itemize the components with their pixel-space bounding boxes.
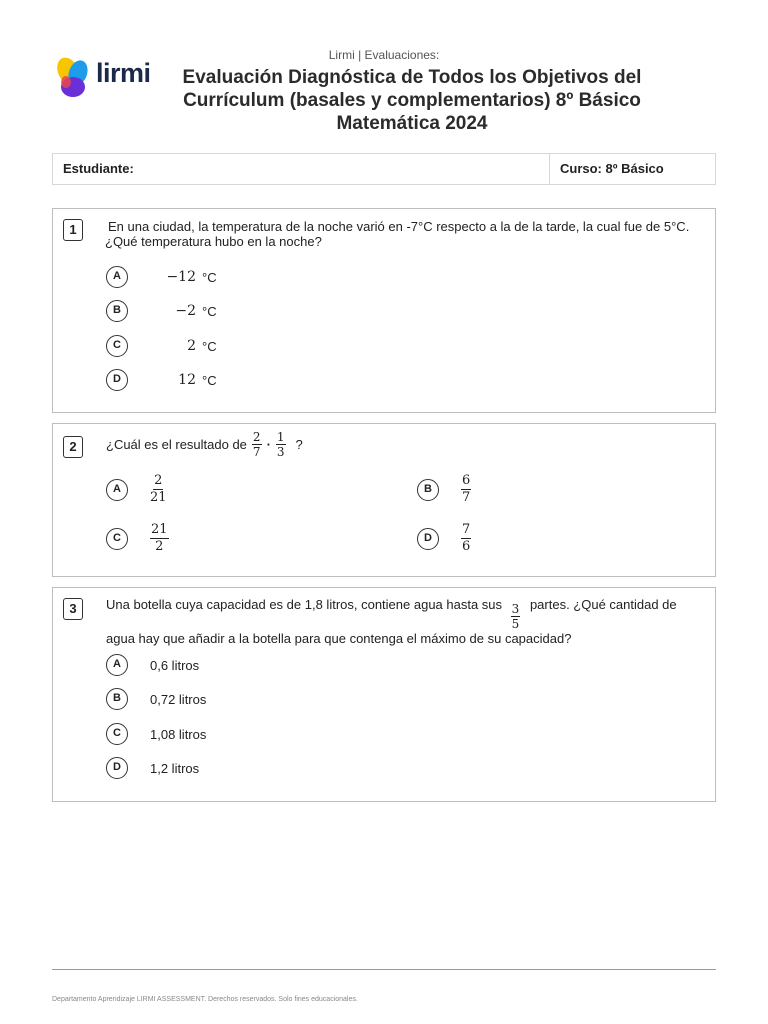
footer-text: Departamento Aprendizaje LIRMI ASSESSMENT. Derechos reservados. Solo fines educacionales. [52,996,358,1003]
question-3 [52,587,716,802]
option-letter: D [106,757,128,779]
option-b[interactable] [417,474,473,505]
option-letter: C [106,723,128,745]
fraction [511,603,521,630]
option-unit: °C [202,372,217,388]
option-unit: °C [202,269,217,285]
title-line: Evaluación Diagnóstica de Todos los Objetivos del [182,67,642,88]
option-text: 1,2 litros [150,760,200,776]
option-a[interactable] [106,474,169,505]
student-info-row [52,153,716,185]
option-text: 0,72 litros [150,691,207,707]
fraction-numerator: 2 [252,430,261,444]
option-c[interactable] [106,723,206,745]
option-a[interactable] [106,654,199,676]
option-a[interactable] [106,266,217,288]
title-line: Matemática 2024 [336,113,488,134]
option-letter: D [417,528,439,550]
fraction-numerator: 1 [276,430,285,444]
course-label: Curso: 8º Básico [549,154,715,184]
question-text-after: partes. ¿Qué cantidad de agua hay que añadir a la botella para que contenga el máximo de su capacidad? [106,597,677,646]
fraction-numerator: 3 [511,602,520,616]
question-number: 2 [63,436,83,458]
question-text: En una ciudad, la temperatura de la noche varió en -7°C respecto a la de la tarde, la cual fue de 5°C. ¿Qué temperatura hubo en la noche? [105,219,690,249]
option-text: 1,08 litros [150,726,207,742]
option-letter: A [106,266,128,288]
option-d[interactable] [106,369,217,391]
option-letter: C [106,335,128,357]
option-value: −12 [166,269,196,285]
question-text [106,431,691,458]
option-unit: °C [202,338,217,354]
fraction-numerator: 2 [154,473,163,488]
option-letter: B [106,300,128,322]
fraction-numerator: 21 [151,522,168,537]
option-letter: A [106,654,128,676]
question-text [106,596,691,648]
option-b[interactable] [106,300,217,322]
fraction [276,431,286,458]
option-value: 12 [178,372,196,388]
fraction-numerator: 6 [462,473,471,488]
question-text-before: Una botella cuya capacidad es de 1,8 litros, contiene agua hasta sus [106,597,503,612]
fraction-denominator: 2 [155,539,164,554]
title-line: Currículum (basales y complementarios) 8º Básico [183,90,641,111]
question-text-before: ¿Cuál es el resultado de [106,437,247,452]
option-unit: °C [202,303,217,319]
student-label: Estudiante: [63,161,134,176]
option-letter: B [106,688,128,710]
footer-divider [52,969,716,970]
option-value: −2 [175,303,196,319]
fraction-numerator: 7 [462,522,471,537]
option-text: 0,6 litros [150,657,200,673]
question-number: 3 [63,598,83,620]
fraction-denominator: 5 [511,617,520,631]
question-2 [52,423,716,577]
fraction-denominator: 3 [276,445,285,459]
option-letter: C [106,528,128,550]
option-c[interactable] [106,335,217,357]
option-fraction [150,523,169,554]
option-d[interactable] [417,523,473,554]
fraction-denominator: 6 [462,539,471,554]
option-fraction [461,474,471,505]
page-title [160,66,664,135]
question-number: 1 [63,219,83,241]
option-b[interactable] [106,688,206,710]
fraction-denominator: 7 [462,490,471,505]
question-text-after: ? [295,437,303,452]
fraction-denominator: 21 [150,490,167,505]
header-caption: Lirmi | Evaluaciones: [328,48,440,62]
fraction [252,431,262,458]
question-1 [52,208,716,413]
option-value: 2 [187,338,196,354]
option-fraction [150,474,167,505]
fraction-denominator: 7 [252,445,261,459]
option-letter: D [106,369,128,391]
option-d[interactable] [106,757,199,779]
logo-text: lirmi [96,58,151,88]
option-c[interactable] [106,523,171,554]
operator: · [266,437,271,452]
option-letter: A [106,479,128,501]
option-letter: B [417,479,439,501]
option-fraction [461,523,471,554]
